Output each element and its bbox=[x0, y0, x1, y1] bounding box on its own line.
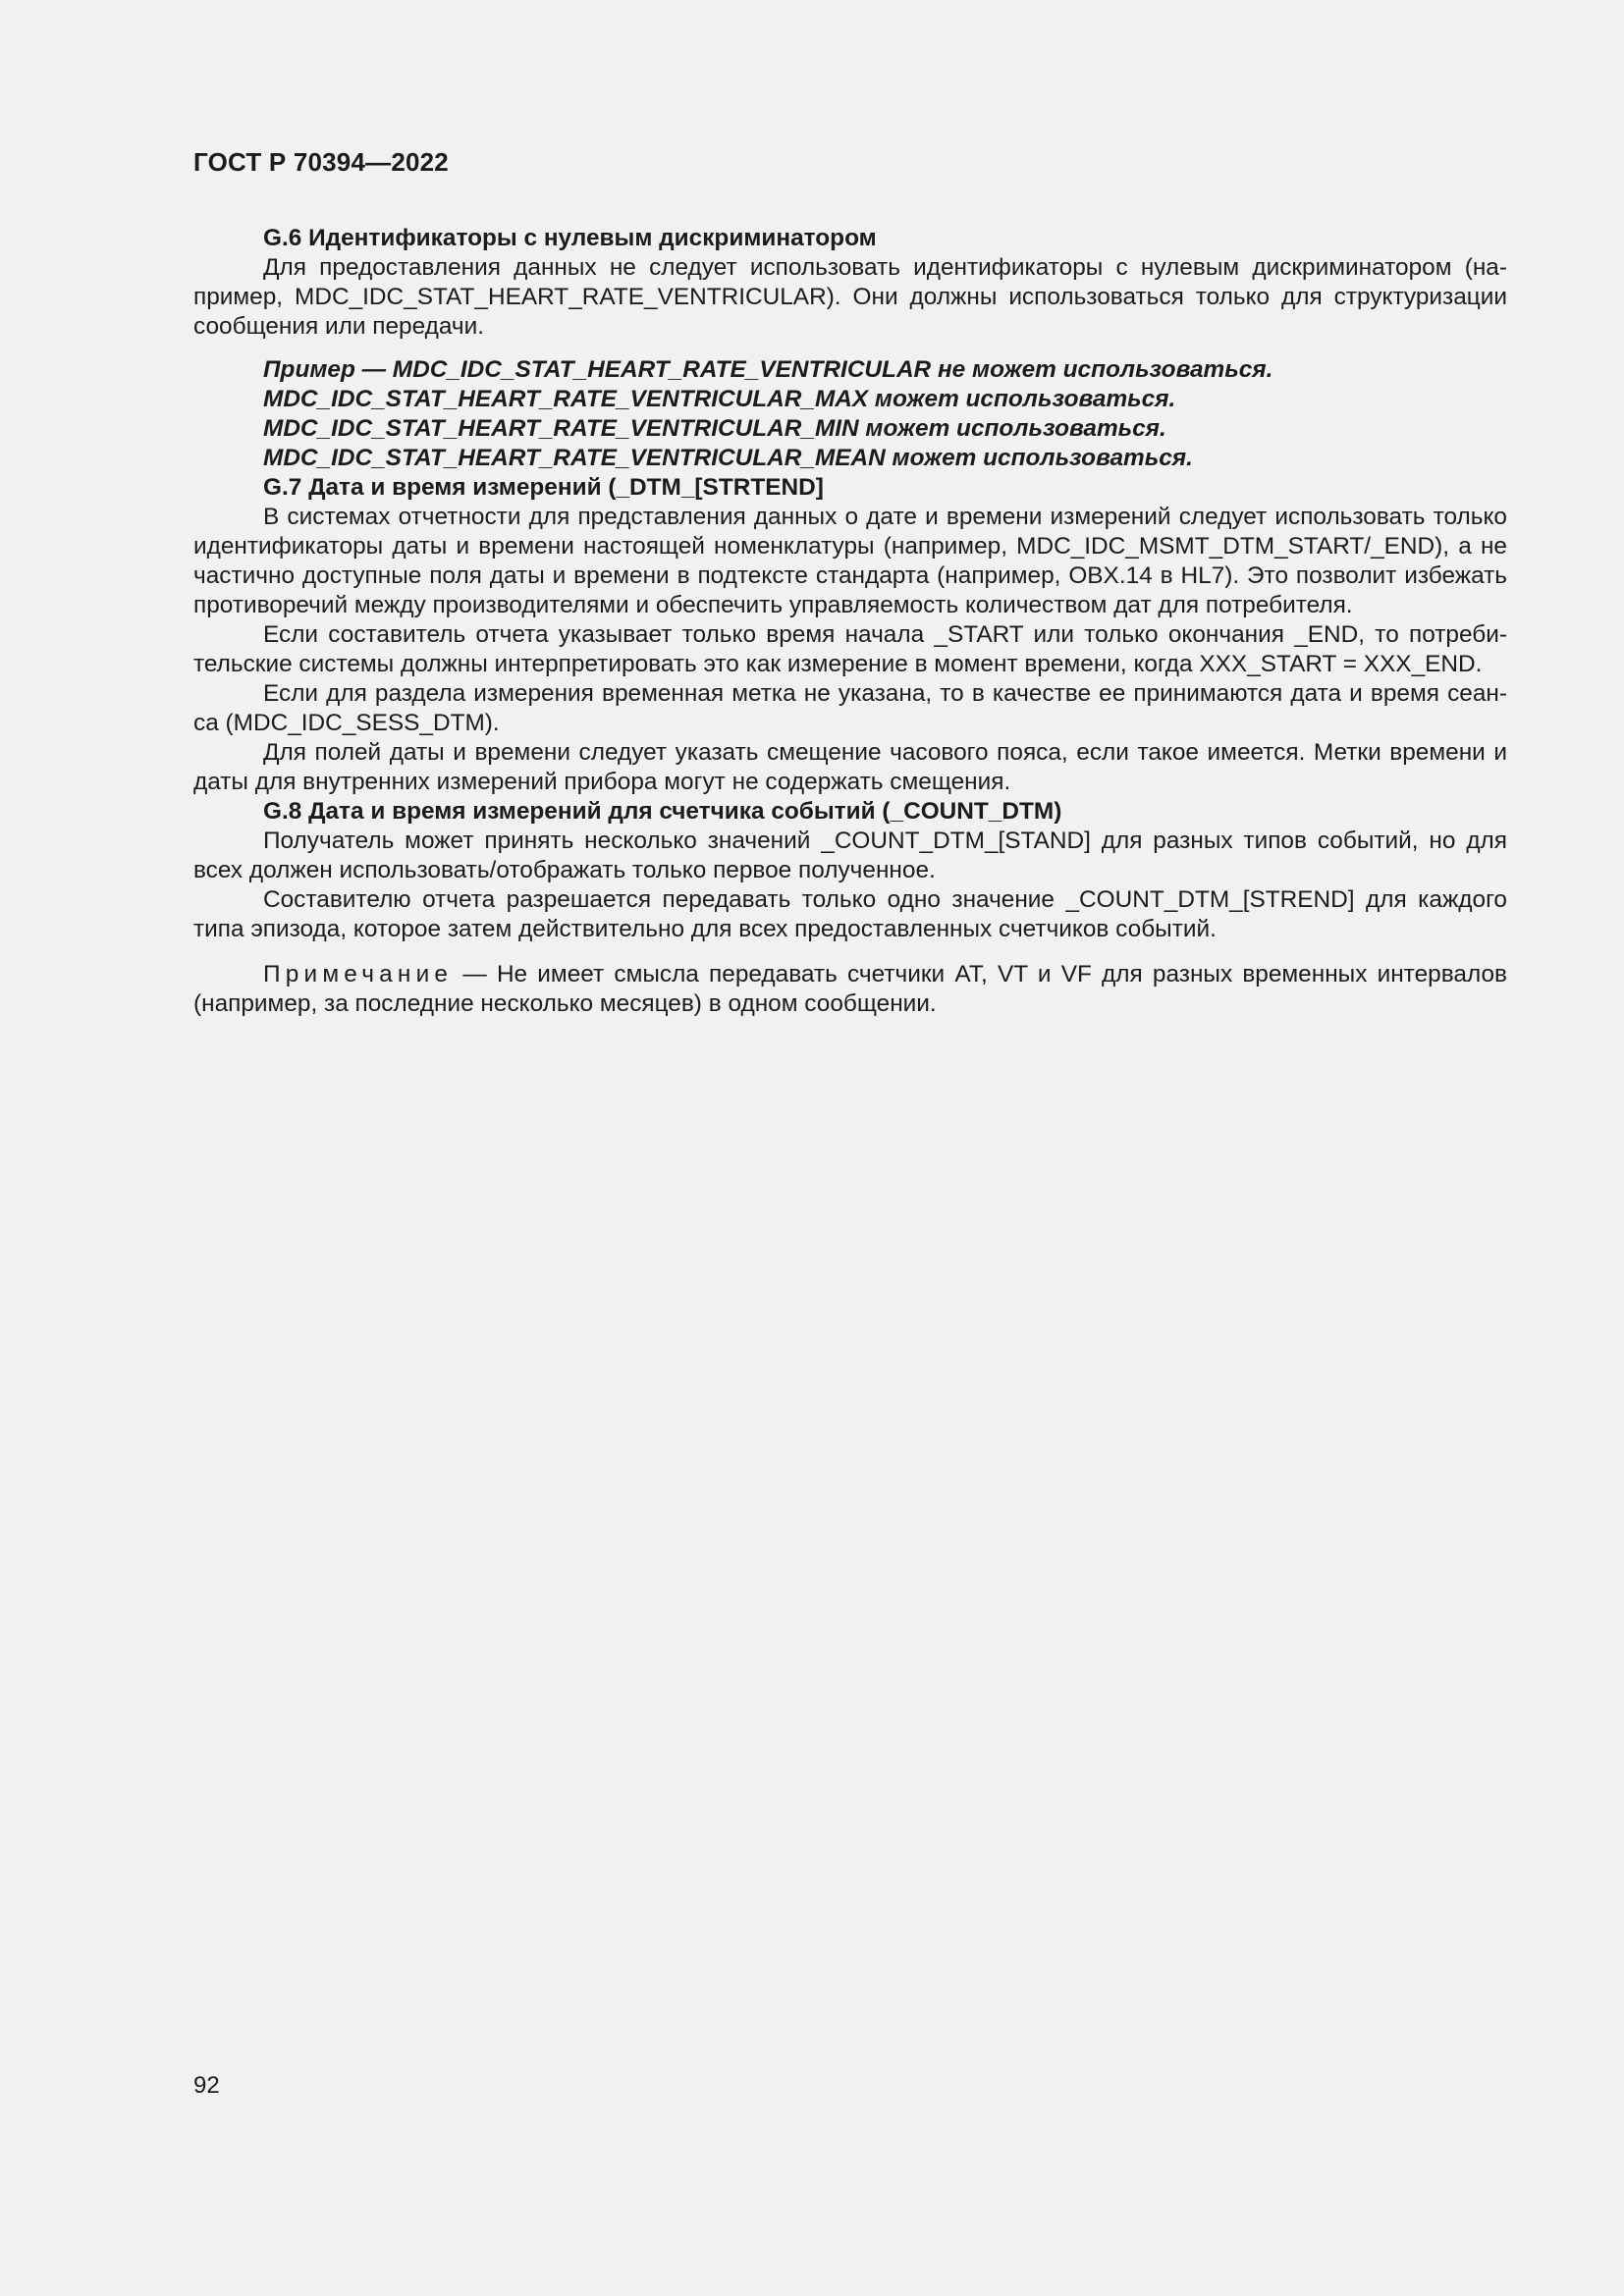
page-number: 92 bbox=[193, 2072, 220, 2099]
example-line: MDC_IDC_STAT_HEART_RATE_VENTRICULAR_MEAN может использоваться. bbox=[263, 445, 1193, 471]
example-line: MDC_IDC_STAT_HEART_RATE_VENTRICULAR_MIN может использоваться. bbox=[263, 415, 1166, 442]
example-line: MDC_IDC_STAT_HEART_RATE_VENTRICULAR_MAX может использоваться. bbox=[263, 386, 1176, 412]
g8-paragraph-2: Составителю отчета разрешается передавать только одно значение _COUNT_DTM_[STREND] для каждого типа эпизода, которое затем действительно для всех предоставленных счетчиков событий. bbox=[193, 886, 1507, 942]
g6-paragraph-1: Для предоставления данных не следует использовать идентификаторы с нулевым дискриминатором (на-пример, MDC_IDC_STAT_HEART_RATE_VENTRICULAR). Они должны использоваться только для структуризации сообщения или передачи. bbox=[193, 254, 1507, 340]
example-line: Пример — MDC_IDC_STAT_HEART_RATE_VENTRICULAR не может использоваться. bbox=[263, 356, 1273, 383]
g7-paragraph-2: Если составитель отчета указывает только время начала _START или только окончания _END, то потреби-тельские системы должны интерпретировать это как измерение в момент времени, когда XXX_START = XXX_END. bbox=[193, 621, 1507, 677]
note-text: — Не имеет смысла передавать счетчики AT, VT и VF для разных временных интервалов (например, за последние несколько месяцев) в одном сообщении. bbox=[193, 961, 1507, 1017]
document-body bbox=[193, 224, 1507, 1019]
document-header: ГОСТ Р 70394—2022 bbox=[193, 147, 449, 177]
g6-example-block bbox=[193, 355, 1507, 473]
g8-note bbox=[193, 960, 1507, 1019]
section-heading-g6: G.6 Идентификаторы с нулевым дискриминатором bbox=[263, 225, 877, 251]
note-label: Примечание bbox=[263, 961, 454, 988]
g7-paragraph-1: В системах отчетности для представления данных о дате и времени измерений следует использовать только идентификаторы даты и времени настоящей номенклатуры (например, MDC_IDC_MSMT_DTM_START/_END), а не частично доступные поля даты и времени в подтексте стандарта (например, OBX.14 в HL7). Это позволит избежать противоречий между производителями и обеспечить управляемость количеством дат для потребителя. bbox=[193, 504, 1507, 618]
g7-paragraph-4: Для полей даты и времени следует указать смещение часового пояса, если такое имеется. Метки времени и даты для внутренних измерений прибора могут не содержать смещения. bbox=[193, 739, 1507, 795]
g8-paragraph-1: Получатель может принять несколько значений _COUNT_DTM_[STAND] для разных типов событий, но для всех должен использовать/отображать только первое полученное. bbox=[193, 828, 1507, 883]
g7-paragraph-3: Если для раздела измерения временная метка не указана, то в качестве ее принимаются дата и время сеан-са (MDC_IDC_SESS_DTM). bbox=[193, 680, 1507, 736]
section-heading-g8: G.8 Дата и время измерений для счетчика событий (_COUNT_DTM) bbox=[263, 798, 1062, 825]
section-heading-g7: G.7 Дата и время измерений (_DTM_[STRTEND] bbox=[263, 474, 824, 501]
